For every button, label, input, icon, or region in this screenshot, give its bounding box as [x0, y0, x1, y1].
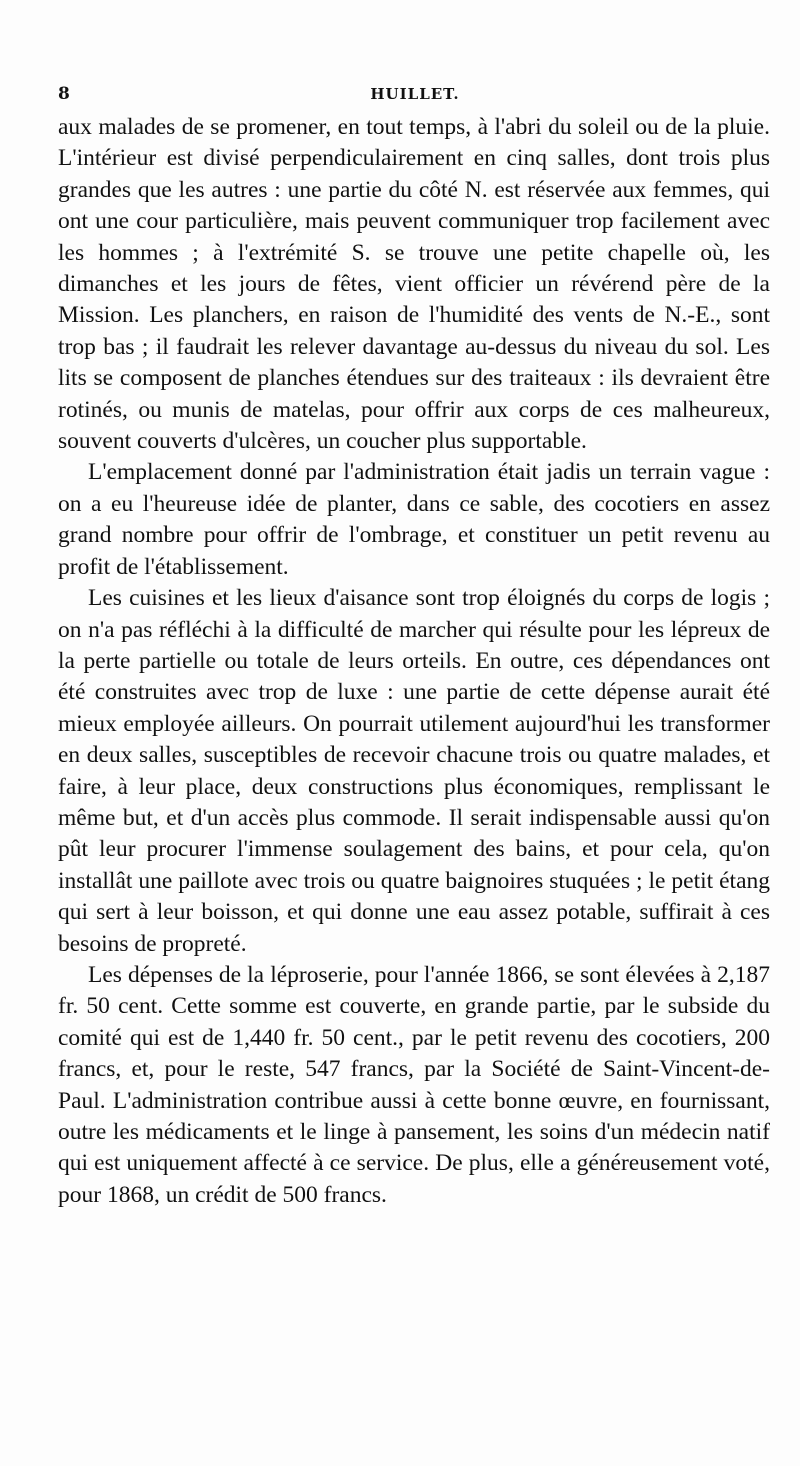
paragraph-cuisines: Les cuisines et les lieux d'aisance sont trop éloignés du corps de logis ; on n'a pas réfléchi à la difficulté de marcher qui résulte pour les lépreux de la perte partielle ou totale de leurs orteils. En outre, ces dépendances ont été construites avec trop de luxe : une partie de cette dépense aurait été mieux employée ailleurs. On pourrait utilement aujourd'hui les transformer en deux salles, susceptibles de recevoir chacune trois ou quatre malades, et faire, à leur place, deux constructions plus économiques, remplissant le même but, et d'un accès plus commode. Il serait indispensable aussi qu'on pût leur procurer l'immense soulagement des bains, et pour cela, qu'on installât une paillote avec trois ou quatre baignoires stuquées ; le petit étang qui sert à leur boisson, et qui donne une eau assez potable, suffirait à ces besoins de propreté. [58, 585, 770, 957]
page-header [58, 84, 772, 108]
page-number: 8 [58, 84, 70, 104]
body-text [58, 112, 770, 1211]
paragraph-depenses: Les dépenses de la léproserie, pour l'année 1866, se sont élevées à 2,187 fr. 50 cent. Cette somme est couverte, en grande partie, par le subside du comité qui est de 1,440 fr. 50 cent., par le petit revenu des cocotiers, 200 francs, et, pour le reste, 547 francs, par la Société de Saint-Vincent-de-Paul. L'administration contribue aussi à cette bonne œuvre, en fournissant, outre les médicaments et le linge à pansement, les soins d'un médecin natif qui est uniquement affecté à ce service. De plus, elle a généreusement voté, pour 1868, un crédit de 500 francs. [58, 961, 770, 1208]
running-title: HUILLET. [370, 85, 460, 103]
paragraph-continuation: aux malades de se promener, en tout temps, à l'abri du soleil ou de la pluie. L'intérieur est divisé perpendiculairement en cinq salles, dont trois plus grandes que les autres : une partie du côté N. est réservée aux femmes, qui ont une cour particulière, mais peuvent communiquer trop facilement avec les hommes ; à l'extrémité S. se trouve une petite chapelle où, les dimanches et les jours de fêtes, vient officier un révérend père de la Mission. Les planchers, en raison de l'humidité des vents de N.-E., sont trop bas ; il faudrait les relever davantage au-dessus du niveau du sol. Les lits se composent de planches étendues sur des traiteaux : ils devraient être rotinés, ou munis de matelas, pour offrir aux corps de ces malheureux, souvent couverts d'ulcères, un coucher plus supportable. [58, 114, 770, 455]
paragraph-emplacement: L'emplacement donné par l'administration était jadis un terrain vague : on a eu l'heureuse idée de planter, dans ce sable, des cocotiers en assez grand nombre pour offrir de l'ombrage, et constituer un petit revenu au profit de l'établissement. [58, 459, 770, 580]
